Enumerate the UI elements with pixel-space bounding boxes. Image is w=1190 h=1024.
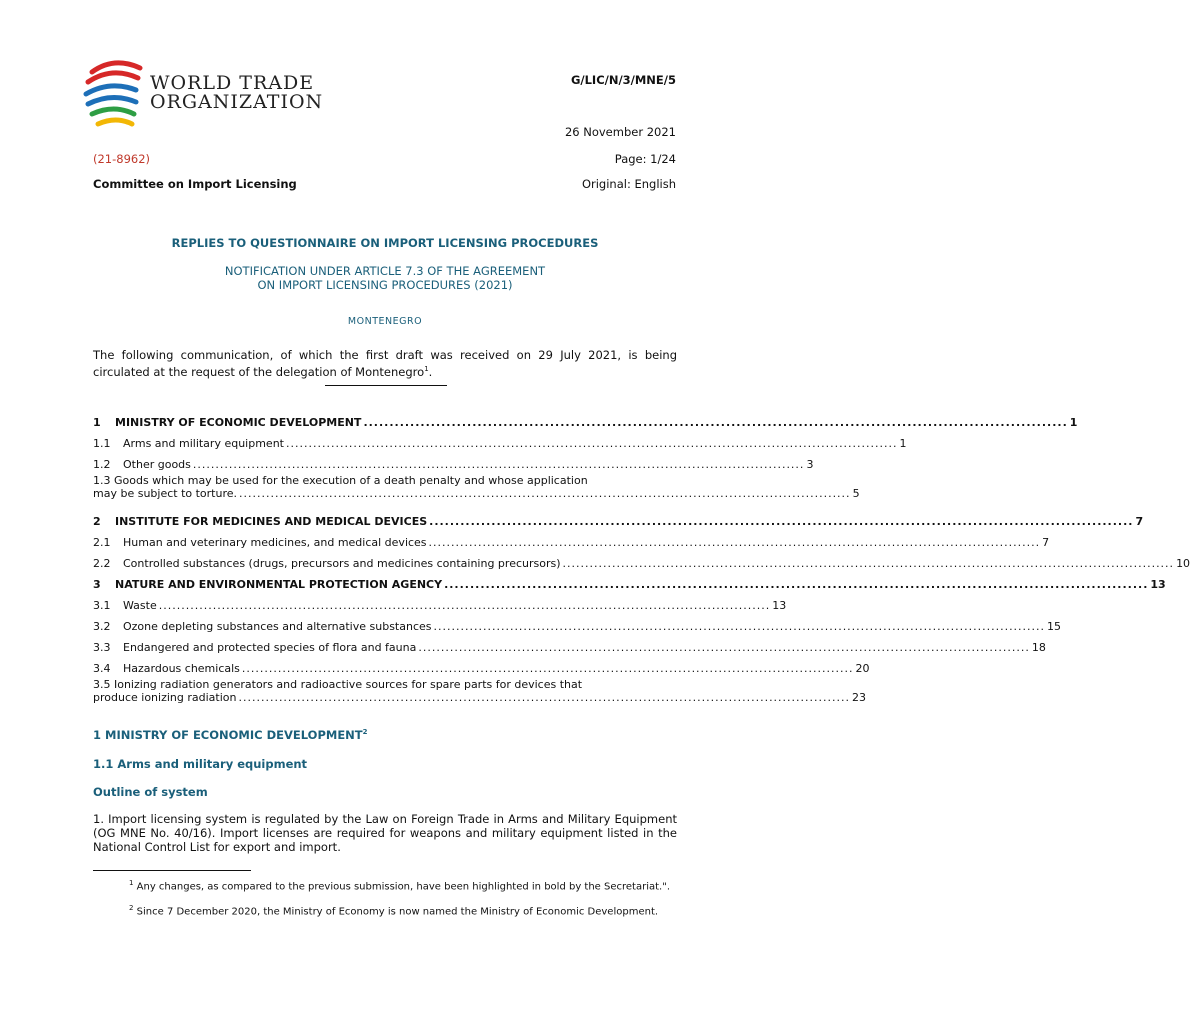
intro-end: . <box>428 364 433 379</box>
notification-title <box>0 264 770 292</box>
toc-entry[interactable]: 3 NATURE AND ENVIRONMENTAL PROTECTION AGENCY ........................................................................................................................................ 13 <box>93 578 1166 591</box>
org-name-line1: WORLD TRADE <box>150 72 315 94</box>
original-language: Original: English <box>581 177 676 191</box>
document-date: 26 November 2021 <box>564 125 676 139</box>
toc-entry[interactable]: 1.3 Goods which may be used for the execution of a death penalty and whose application may be subject to torture. ........................................................................................................................................ 5 <box>93 474 860 500</box>
page-indicator: Page: 1/24 <box>614 152 676 166</box>
separator-line <box>325 385 447 386</box>
toc-entry[interactable]: 2 INSTITUTE FOR MEDICINES AND MEDICAL DEVICES ........................................................................................................................................ 7 <box>93 515 1144 528</box>
body-paragraph: 1. Import licensing system is regulated by the Law on Foreign Trade in Arms and Military Equipment (OG MNE No. 40/16). Import licenses are required for weapons and military equipment listed in the National Control List for export and import. <box>93 812 677 854</box>
main-title: REPLIES TO QUESTIONNAIRE ON IMPORT LICENSING PROCEDURES <box>171 236 599 250</box>
toc-entry[interactable]: 1 MINISTRY OF ECONOMIC DEVELOPMENT ........................................................................................................................................ 1 <box>93 416 1078 429</box>
intro-paragraph <box>93 348 677 379</box>
toc-entry[interactable]: 2.2 Controlled substances (drugs, precursors and medicines containing precursors) ........................................................................................................................................ 10 <box>93 557 1190 570</box>
table-of-contents <box>93 408 1190 711</box>
toc-entry[interactable]: 1.2 Other goods ........................................................................................................................................ 3 <box>93 458 814 471</box>
toc-entry[interactable]: 3.4 Hazardous chemicals ........................................................................................................................................ 20 <box>93 662 870 675</box>
footnote-2: $^2$ Since 7 December 2020, the Ministry of Economy is now named the Ministry of Economic Development. <box>129 904 659 918</box>
subsection-heading: Outline of system <box>93 785 208 799</box>
toc-entry[interactable]: 1.1 Arms and military equipment ........................................................................................................................................ 1 <box>93 437 907 450</box>
org-name-line2: ORGANIZATION <box>150 91 324 113</box>
committee-name: Committee on Import Licensing <box>93 177 297 191</box>
country-name: MONTENEGRO <box>347 316 423 327</box>
footnote-separator <box>93 870 251 871</box>
footnote-ref-1[interactable]: 1 <box>424 365 429 373</box>
section-heading-1: 1 MINISTRY OF ECONOMIC DEVELOPMENT$^2$ <box>93 728 368 742</box>
toc-entry[interactable]: 3.1 Waste ........................................................................................................................................ 13 <box>93 599 787 612</box>
section-heading-1-1: 1.1 Arms and military equipment <box>93 757 308 771</box>
notification-line1: NOTIFICATION UNDER ARTICLE 7.3 OF THE AGREEMENT <box>224 264 546 278</box>
intro-text: The following communication, of which the first draft was received on 29 July 2021, is being circulated at the request of the delegation of Montenegro <box>93 348 677 379</box>
document-symbol: G/LIC/N/3/MNE/5 <box>570 73 676 87</box>
toc-entry[interactable]: 3.5 Ionizing radiation generators and radioactive sources for spare parts for devices that produce ionizing radiation ........................................................................................................................................ 23 <box>93 678 867 704</box>
footnote-ref-2[interactable]: 2 <box>362 728 368 737</box>
wto-logo-icon <box>84 58 144 128</box>
toc-entry[interactable]: 2.1 Human and veterinary medicines, and medical devices ........................................................................................................................................ 7 <box>93 536 1050 549</box>
toc-entry[interactable]: 3.3 Endangered and protected species of flora and fauna ........................................................................................................................................ 18 <box>93 641 1046 654</box>
toc-entry[interactable]: 3.2 Ozone depleting substances and alternative substances ........................................................................................................................................ 15 <box>93 620 1062 633</box>
document-number: (21-8962) <box>93 152 151 166</box>
notification-line2: ON IMPORT LICENSING PROCEDURES (2021) <box>257 278 513 292</box>
footnote-1: $^1$ Any changes, as compared to the previous submission, have been highlighted in bold by the Secretariat.". <box>129 879 670 893</box>
